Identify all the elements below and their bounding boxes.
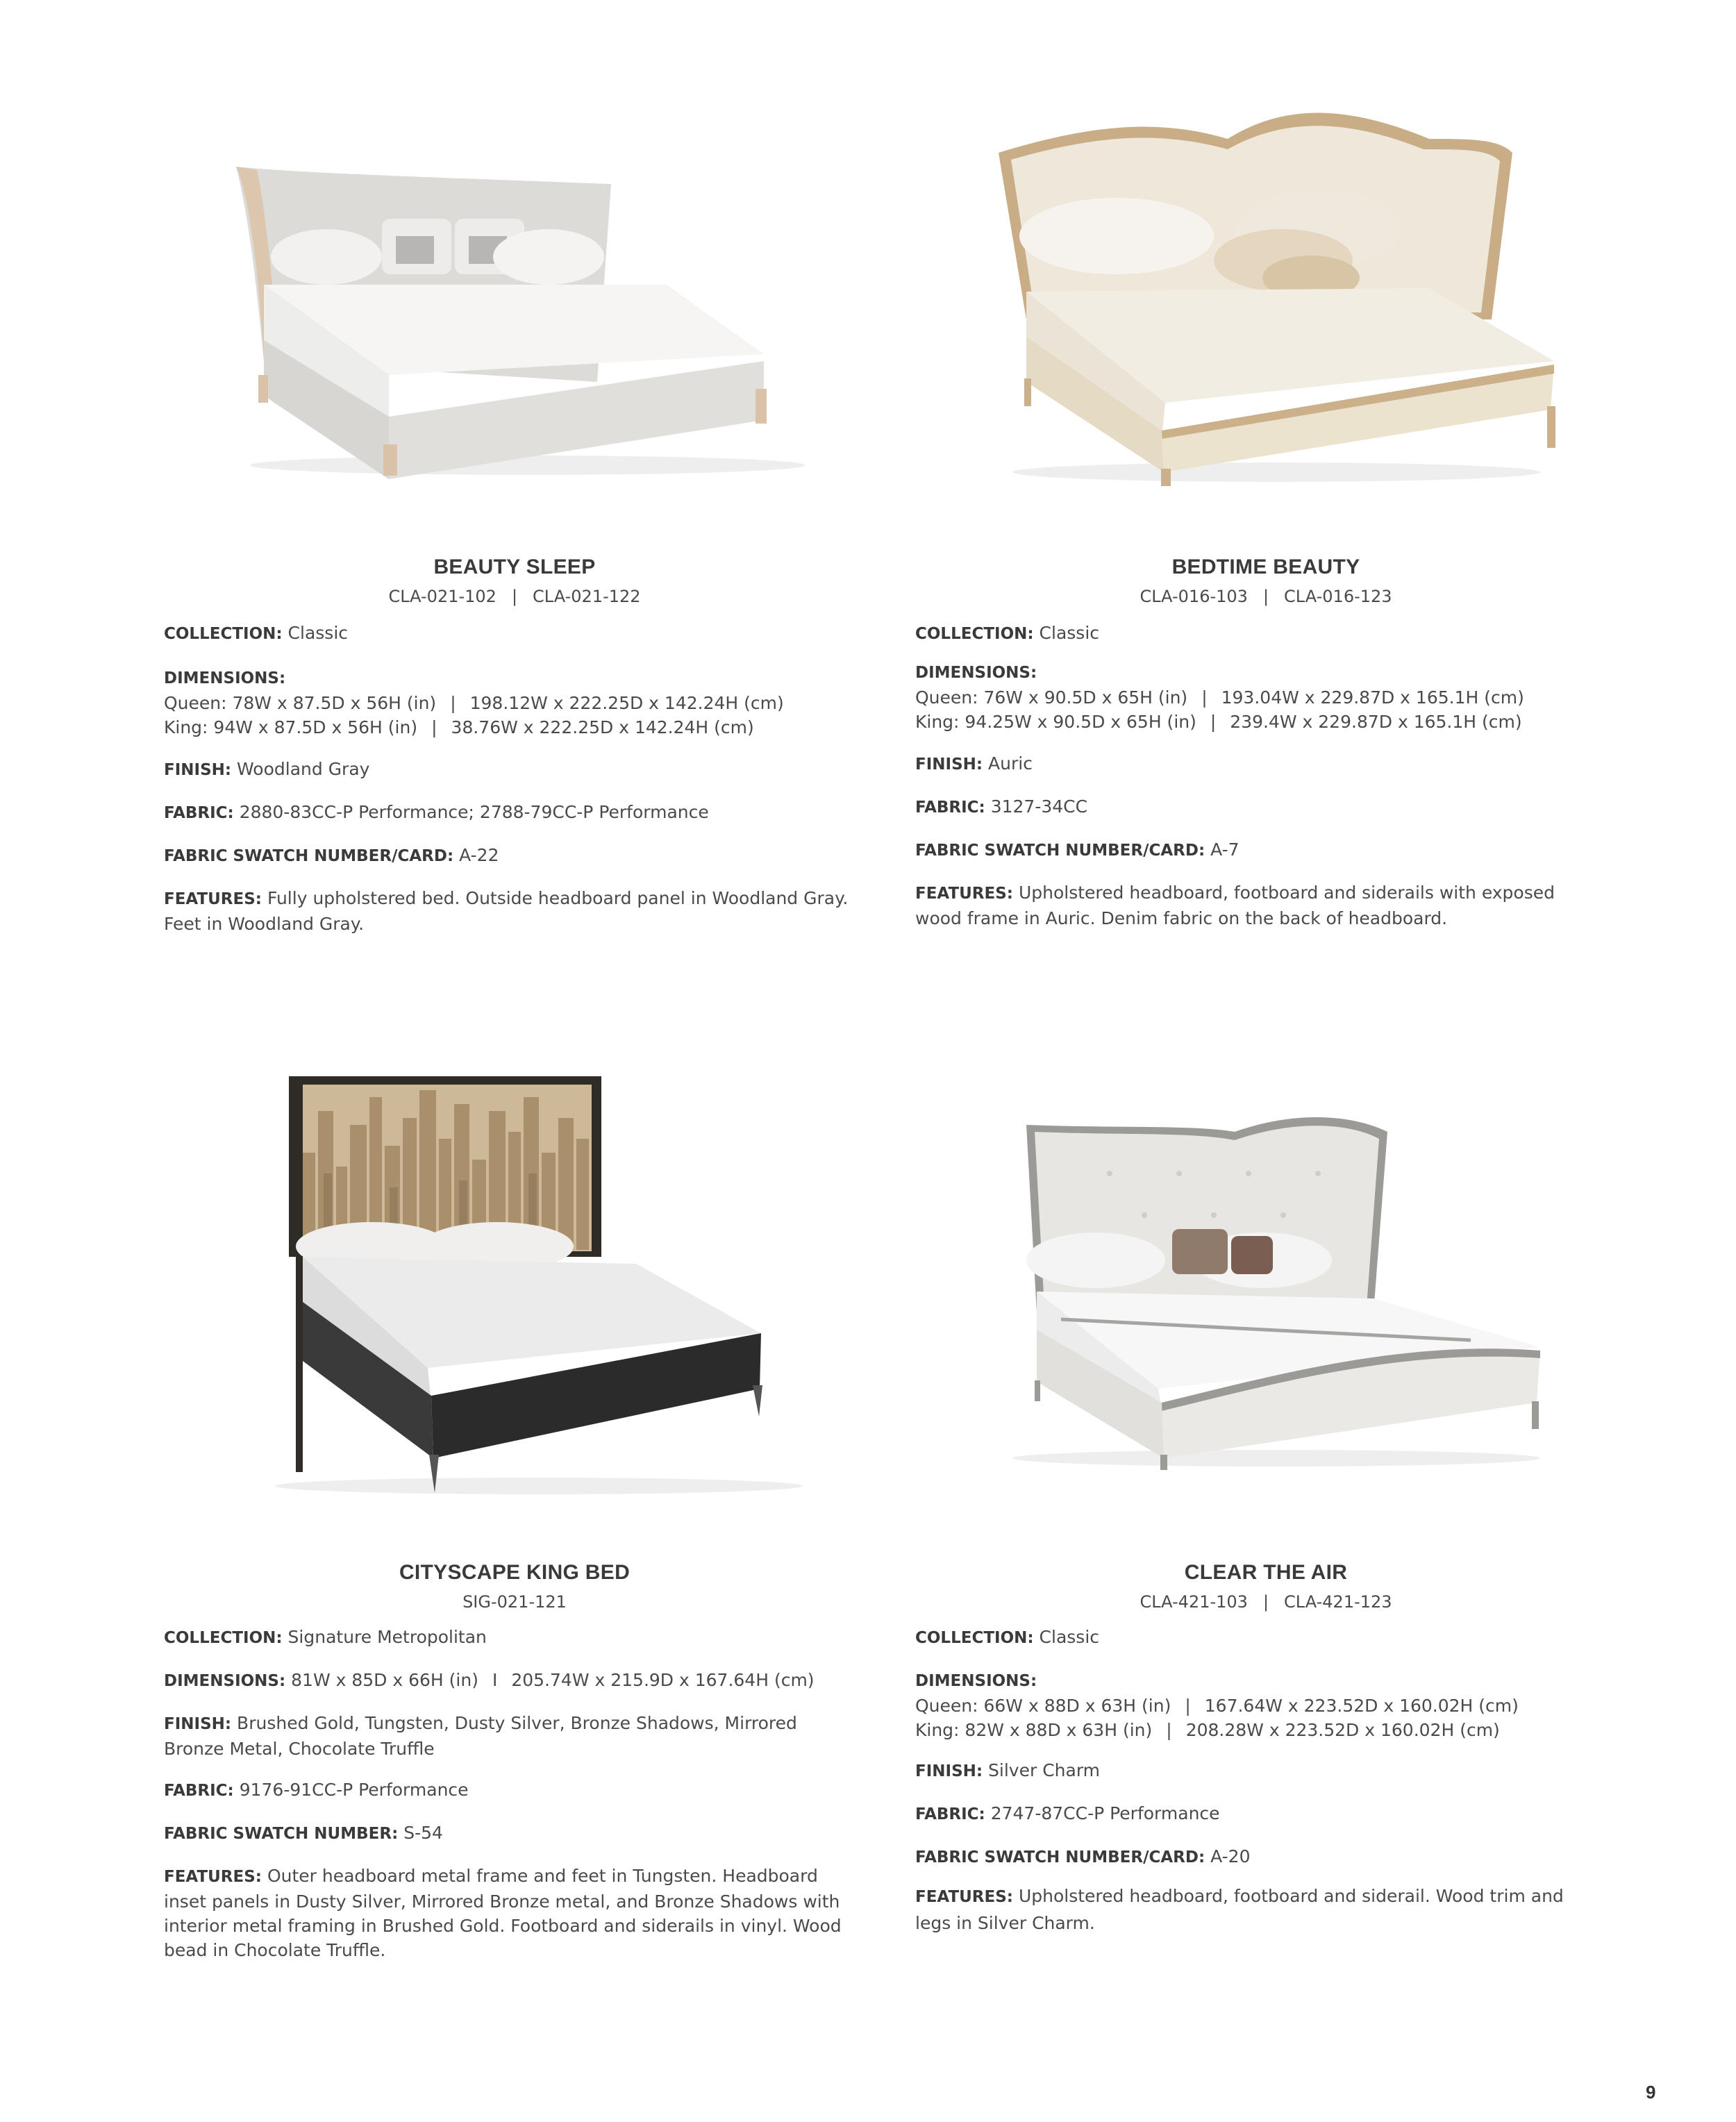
- fabric-label: FABRIC:: [915, 1805, 985, 1823]
- dimension-imperial: King: 94W x 87.5D x 56H (in): [164, 717, 418, 737]
- dimension-metric: 38.76W x 222.25D x 142.24H (cm): [451, 717, 754, 737]
- collection-label: COLLECTION:: [164, 625, 283, 643]
- code-separator: |: [1262, 1592, 1269, 1612]
- dimension-imperial: Queen: 76W x 90.5D x 65H (in): [915, 687, 1188, 708]
- fabric-value: 2747-87CC-P Performance: [990, 1803, 1220, 1823]
- features-label: FEATURES:: [164, 1868, 262, 1886]
- dimensions-block: [915, 1668, 1617, 1742]
- product-title: CLEAR THE AIR: [1184, 1561, 1348, 1584]
- swatch-row: [915, 1844, 1617, 1870]
- dimensions-line: Queen: 78W x 87.5D x 56H (in) | 198.12W x 222.25D x 142.24H (cm): [164, 693, 784, 713]
- dimensions-line: King: 82W x 88D x 63H (in) | 208.28W x 223.52D x 160.02H (cm): [915, 1720, 1500, 1740]
- finish-label: FINISH:: [164, 1715, 232, 1733]
- dimension-metric: 167.64W x 223.52D x 160.02H (cm): [1204, 1696, 1519, 1716]
- finish-value: Brushed Gold, Tungsten, Dusty Silver, Bronze Shadows, Mirrored Bronze Metal, Chocolate Truffle: [164, 1713, 797, 1759]
- swatch-value: A-7: [1210, 839, 1240, 860]
- cityscape-king-bed-image: [247, 1069, 817, 1500]
- swatch-row: [164, 843, 865, 869]
- collection-value: Classic: [1039, 623, 1100, 643]
- dimension-metric: 205.74W x 215.9D x 167.64H (cm): [511, 1670, 815, 1690]
- page-number: 9: [1646, 2082, 1656, 2103]
- collection-row: [164, 1625, 865, 1651]
- features-label: FEATURES:: [915, 1888, 1013, 1906]
- finish-label: FINISH:: [164, 761, 232, 779]
- collection-label: COLLECTION:: [164, 1629, 283, 1647]
- features-value: Upholstered headboard, footboard and siderail. Wood trim and legs in Silver Charm.: [915, 1886, 1564, 1933]
- dimension-metric: 193.04W x 229.87D x 165.1H (cm): [1221, 687, 1524, 708]
- finish-row: [915, 751, 1617, 777]
- fabric-row: [915, 1801, 1617, 1827]
- dimension-imperial: Queen: 66W x 88D x 63H (in): [915, 1696, 1171, 1716]
- fabric-label: FABRIC:: [164, 804, 234, 822]
- features-value: Upholstered headboard, footboard and siderails with exposed wood frame in Auric. Denim fabric on the back of headboard.: [915, 883, 1555, 928]
- swatch-label: FABRIC SWATCH NUMBER/CARD:: [915, 842, 1205, 860]
- dimension-imperial: Queen: 78W x 87.5D x 56H (in): [164, 693, 437, 713]
- swatch-label: FABRIC SWATCH NUMBER:: [164, 1825, 399, 1843]
- finish-label: FINISH:: [915, 755, 983, 774]
- features-value: Fully upholstered bed. Outside headboard panel in Woodland Gray. Feet in Woodland Gray.: [164, 888, 849, 934]
- product-code: SIG-021-121: [462, 1592, 567, 1612]
- collection-label: COLLECTION:: [915, 625, 1034, 643]
- features-row: [164, 886, 851, 936]
- product-codes: [915, 1592, 1617, 1612]
- finish-value: Woodland Gray: [237, 759, 370, 779]
- collection-value: Classic: [1039, 1627, 1100, 1647]
- product-title: BEAUTY SLEEP: [433, 555, 596, 578]
- product-title: BEDTIME BEAUTY: [1171, 555, 1360, 578]
- product-codes: [915, 587, 1617, 606]
- finish-row: [164, 757, 865, 783]
- product-code: CLA-421-123: [1284, 1592, 1392, 1612]
- clear-the-air-bed-image: [985, 1111, 1554, 1472]
- collection-value: Classic: [287, 623, 349, 643]
- fabric-value: 3127-34CC: [990, 796, 1088, 817]
- product-title: CITYSCAPE KING BED: [399, 1561, 631, 1584]
- collection-value: Signature Metropolitan: [287, 1627, 487, 1647]
- dimensions-label: DIMENSIONS:: [164, 669, 286, 687]
- product-code: CLA-421-103: [1140, 1592, 1248, 1612]
- dimension-metric: 198.12W x 222.25D x 142.24H (cm): [469, 693, 784, 713]
- swatch-label: FABRIC SWATCH NUMBER/CARD:: [915, 1848, 1205, 1866]
- features-row: [915, 1883, 1603, 1937]
- swatch-value: S-54: [403, 1823, 443, 1843]
- collection-row: [164, 621, 865, 646]
- bedtime-beauty-bed-image: [985, 111, 1568, 486]
- features-row: [915, 880, 1603, 930]
- dimensions-block: [915, 660, 1617, 734]
- product-code: CLA-021-122: [533, 587, 641, 606]
- product-codes: [164, 587, 865, 606]
- finish-label: FINISH:: [915, 1762, 983, 1780]
- dimension-metric: 208.28W x 223.52D x 160.02H (cm): [1185, 1720, 1500, 1740]
- swatch-row: [164, 1821, 865, 1846]
- dimensions-label: DIMENSIONS:: [915, 1672, 1037, 1690]
- swatch-value: A-20: [1210, 1846, 1251, 1866]
- swatch-value: A-22: [459, 845, 499, 865]
- collection-row: [915, 1625, 1617, 1651]
- dimensions-label: DIMENSIONS:: [915, 664, 1037, 682]
- finish-row: [915, 1758, 1617, 1784]
- features-row: [164, 1864, 851, 1962]
- dimensions-block: [164, 665, 865, 740]
- features-label: FEATURES:: [915, 885, 1013, 903]
- collection-label: COLLECTION:: [915, 1629, 1034, 1647]
- fabric-row: [915, 794, 1617, 820]
- swatch-row: [915, 837, 1617, 863]
- dimension-imperial: King: 82W x 88D x 63H (in): [915, 1720, 1153, 1740]
- dimensions-line: King: 94W x 87.5D x 56H (in) | 38.76W x 222.25D x 142.24H (cm): [164, 717, 754, 737]
- fabric-value: 2880-83CC-P Performance; 2788-79CC-P Performance: [239, 802, 709, 822]
- finish-value: Silver Charm: [988, 1760, 1101, 1780]
- finish-value: Auric: [988, 753, 1033, 774]
- dimensions-line: King: 94.25W x 90.5D x 65H (in) | 239.4W x 229.87D x 165.1H (cm): [915, 712, 1522, 732]
- collection-row: [915, 621, 1617, 646]
- fabric-row: [164, 1778, 865, 1803]
- product-code: CLA-016-103: [1140, 587, 1248, 606]
- dimensions-block: [164, 1668, 865, 1694]
- fabric-label: FABRIC:: [164, 1782, 234, 1800]
- finish-row: [164, 1711, 851, 1761]
- features-value: Outer headboard metal frame and feet in Tungsten. Headboard inset panels in Dusty Silver, Mirrored Bronze metal, and Bronze Shadows with interior metal framing in Brushed Gold. Footboard and siderails in vinyl. Wood bead in Chocolate Truffle.: [164, 1866, 842, 1960]
- fabric-value: 9176-91CC-P Performance: [239, 1780, 469, 1800]
- swatch-label: FABRIC SWATCH NUMBER/CARD:: [164, 847, 454, 865]
- product-code: CLA-016-123: [1284, 587, 1392, 606]
- dimension-metric: 239.4W x 229.87D x 165.1H (cm): [1230, 712, 1522, 732]
- dimension-imperial: King: 94.25W x 90.5D x 65H (in): [915, 712, 1196, 732]
- product-code: CLA-021-102: [388, 587, 496, 606]
- fabric-row: [164, 800, 865, 826]
- dimension-separator: I: [492, 1670, 498, 1690]
- dimension-imperial: 81W x 85D x 66H (in): [291, 1670, 478, 1690]
- dimensions-label: DIMENSIONS:: [164, 1672, 286, 1690]
- code-separator: |: [1262, 587, 1269, 606]
- dimensions-line: Queen: 76W x 90.5D x 65H (in) | 193.04W x 229.87D x 165.1H (cm): [915, 687, 1524, 708]
- fabric-label: FABRIC:: [915, 799, 985, 817]
- features-label: FEATURES:: [164, 890, 262, 908]
- dimensions-line: Queen: 66W x 88D x 63H (in) | 167.64W x 223.52D x 160.02H (cm): [915, 1696, 1519, 1716]
- beauty-sleep-bed-image: [222, 153, 833, 479]
- product-codes: [164, 1592, 865, 1612]
- code-separator: |: [511, 587, 518, 606]
